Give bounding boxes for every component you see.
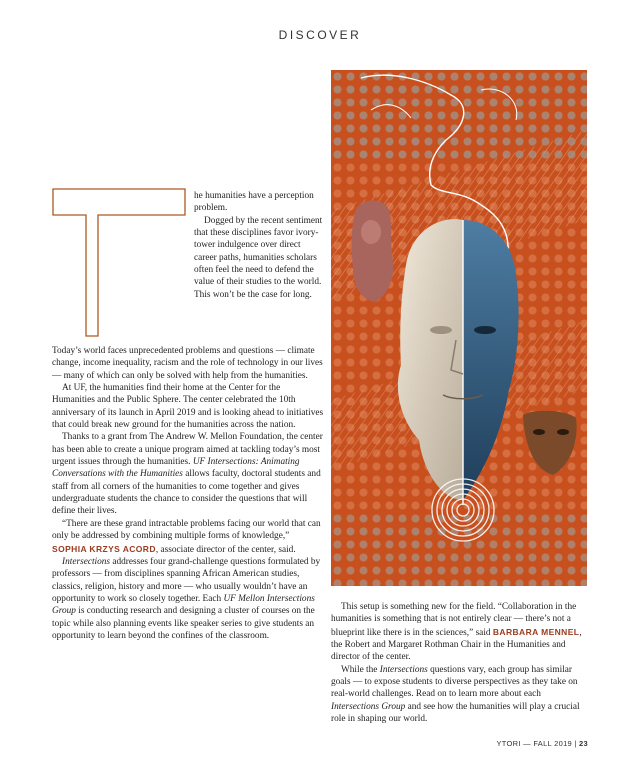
paragraph-4: Thanks to a grant from The Andrew W. Mellon Foundation, the center has been able to create a unique program aimed at tackling today’s most urgent issues through the humanities. UF Intersections: Animating Conversations with the Humanities allows faculty, doctoral students and staff from all corners of the humanities to come together and gives undergraduate students the chance to consider the questions that will define their lives.: [52, 432, 323, 517]
paragraph-6: Intersections addresses four grand-challenge questions formulated by professors — from disciplines spanning African American studies, classics, religion, history and more — who usually wouldn’t have an opportunity to work so closely together. Each UF Mellon Intersections Group is conducting research and designing a cluster of courses on the topic while also planning events like speaker series to give students an opportunity to learn beyond the confines of the classroom.: [52, 556, 321, 641]
person-name: BARBARA MENNEL: [492, 626, 580, 637]
article-left-column: [52, 345, 324, 642]
page-footer: [488, 739, 588, 748]
page-number: 23: [579, 739, 588, 748]
paragraph-5: “There are these grand intractable problems facing our world that can only be addressed by combining multiple forms of knowledge,” SOPHIA KRZYS ACORD, associate director of the center, said.: [52, 518, 321, 555]
paragraph-1: he humanities have a perception problem.: [194, 191, 314, 214]
section-header: DISCOVER: [278, 28, 362, 42]
person-name: SOPHIA KRZYS ACORD: [52, 543, 156, 554]
paragraph-2-start: Dogged by the recent sentiment that these disciplines favor ivory-tower indulgence over direct career paths, humanities scholars often feel the need to defend the value of their studies to the world. This won’t be the case for long.: [194, 215, 323, 300]
paragraph-8: While the Intersections questions vary, each group has similar goals — to expose students to diverse perspectives as they take on real-world challenges. Read on to learn more about each Intersections Group and see how the humanities will play a crucial role in shaping our world.: [331, 664, 580, 725]
paragraph-3: At UF, the humanities find their home at the Center for the Humanities and the Public Sphere. The center celebrated the 10th anniversary of its launch in April 2019 and is looking ahead to initiatives that could break new ground for the humanities across the nation.: [52, 383, 324, 431]
publication-name: YTORI — FALL 2019 |: [496, 739, 580, 748]
article-intro: [194, 190, 324, 301]
paragraph-7: This setup is something new for the field. “Collaboration in the humanities is something that is not entirely clear — there’s not a blueprint like there is in the sciences,” said BARBARA MENNEL, the Robert and Margaret Rothman Chair in the Humanities and director of the center.: [331, 602, 582, 663]
article-right-column: [331, 601, 586, 725]
paragraph-2-end: Today’s world faces unprecedented problems and questions — climate change, income inequality, racism and the role of technology in our lives — many of which can only be solved with help from the humanities.: [52, 346, 323, 381]
drop-cap-letter: [52, 188, 186, 338]
collage-illustration: [331, 70, 587, 586]
